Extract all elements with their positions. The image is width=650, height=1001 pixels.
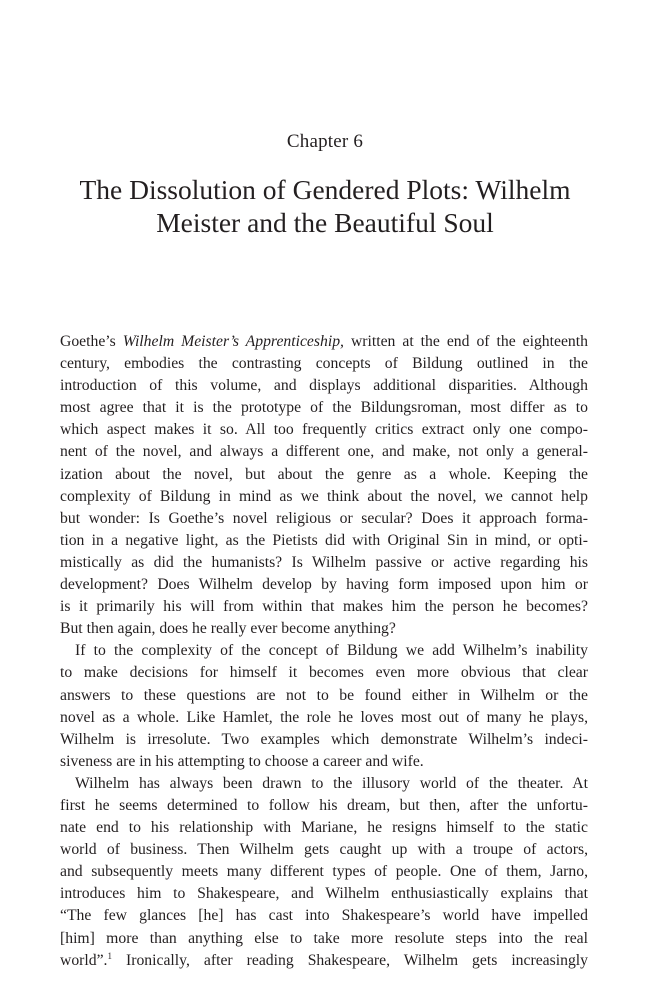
paragraph-2-line: If to the complexity of the concept of Bildung we add Wilhelm’s inability [75, 642, 588, 660]
paragraph-1-line: is it primarily his will from within that makes him the person he becomes? [60, 598, 588, 616]
paragraph-1-line: development? Does Wilhelm develop by having form imposed upon him or [60, 576, 588, 594]
paragraph-1-line: mistically as did the humanists? Is Wilhelm passive or active regarding his [60, 553, 588, 571]
book-title-italic: Wilhelm Meister’s Apprenticeship, [122, 333, 344, 350]
chapter-title-line: The Dissolution of Gendered Plots: Wilhelm [79, 174, 571, 205]
paragraph-3-line: [him] more than anything else to take more resolute steps into the real [60, 929, 588, 947]
paragraph-1-line: complexity of Bildung in mind as we think about the novel, we cannot help [60, 487, 588, 505]
paragraph-1-line [60, 331, 588, 353]
paragraph-1-line: ization about the novel, but about the genre as a whole. Keeping the [60, 465, 588, 483]
paragraph-3-line: world of business. Then Wilhelm gets caught up with a troupe of actors, [60, 841, 588, 859]
paragraph-1-line: but wonder: Is Goethe’s novel religious or secular? Does it approach forma- [60, 509, 588, 527]
paragraph-2-line: novel as a whole. Like Hamlet, the role he loves most out of many he plays, [60, 708, 588, 726]
paragraph-1-line: But then again, does he really ever become anything? [60, 620, 396, 638]
text-run: world”. [60, 951, 108, 969]
body-text [60, 331, 588, 972]
paragraph-3-line: “The few glances [he] has cast into Shakespeare’s world have impelled [60, 907, 588, 925]
paragraph-2-line: answers to these questions are not to be found either in Wilhelm or the [60, 686, 588, 704]
paragraph-1-line: which aspect makes it so. All too frequently critics extract only one compo- [60, 421, 588, 439]
paragraph-2-line: to make decisions for himself it becomes even more obvious that clear [60, 664, 588, 682]
paragraph-1-line: most agree that it is the prototype of the Bildungsroman, most differ as to [60, 399, 588, 417]
chapter-title-line: Meister and the Beautiful Soul [156, 207, 494, 238]
footnote-marker[interactable]: 1 [107, 950, 112, 961]
paragraph-3-line [60, 950, 588, 972]
chapter-title [40, 173, 610, 239]
paragraph-1-line: nent of the novel, and always a different one, and make, not only a general- [60, 443, 588, 461]
paragraph-1-line: tion in a negative light, as the Pietists did with Original Sin in mind, or opti- [60, 531, 588, 549]
paragraph-3-line: first he seems determined to follow his dream, but then, after the unfortu- [60, 796, 588, 814]
paragraph-2-line: Wilhelm is irresolute. Two examples which demonstrate Wilhelm’s indeci- [60, 730, 588, 748]
paragraph-2-line: siveness are in his attempting to choose a career and wife. [60, 752, 424, 770]
paragraph-1-line: introduction of this volume, and displays additional disparities. Although [60, 377, 588, 395]
paragraph-1-line: century, embodies the contrasting concepts of Bildung outlined in the [60, 355, 588, 373]
text-run: Goethe’s [60, 333, 123, 350]
text-run: Ironically, after reading Shakespeare, Wilhelm gets increasingly [111, 951, 588, 969]
paragraph-3-line: and subsequently meets many different types of people. One of them, Jarno, [60, 863, 588, 881]
chapter-number: Chapter 6 [286, 131, 364, 152]
paragraph-3-line: introduces him to Shakespeare, and Wilhelm enthusiastically explains that [60, 885, 588, 903]
text-run: written at the end of the eighteenth [343, 333, 588, 350]
paragraph-3-line: Wilhelm has always been drawn to the illusory world of the theater. At [75, 774, 588, 792]
paragraph-3-line: nate end to his relationship with Mariane, he resigns himself to the static [60, 819, 588, 837]
